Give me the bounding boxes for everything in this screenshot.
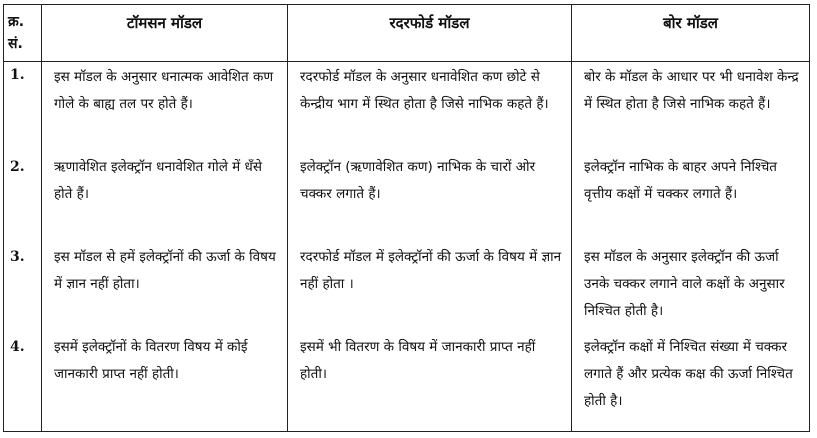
thomson-cell: इस मॉडल से हमें इलेक्ट्रॉनों की ऊर्जा के विषय में ज्ञान नहीं होता। bbox=[42, 244, 288, 334]
bohr-cell: इलेक्ट्रॉन नाभिक के बाहर अपने निश्चित वृत्तीय कक्षों में चक्कर लगाते हैं। bbox=[572, 154, 810, 244]
header-thomson-model: टॉमसन मॉडल bbox=[42, 5, 288, 62]
rutherford-cell: रदरफोर्ड मॉडल में इलेक्ट्रॉनों की ऊर्जा के विषय में ज्ञान नहीं होता । bbox=[288, 244, 572, 334]
header-bohr-model: बोर मॉडल bbox=[572, 5, 810, 62]
bohr-cell: इस मॉडल के अनुसार इलेक्ट्रॉन की ऊर्जा उनके चक्कर लगाने वाले कक्षों के अनुसार निश्चित होती है। bbox=[572, 244, 810, 334]
row-number: 3. bbox=[4, 244, 42, 334]
bohr-cell: बोर के मॉडल के आधार पर भी धनावेश केन्द्र में स्थित होता है जिसे नाभिक कहते हैं। bbox=[572, 62, 810, 155]
thomson-cell: इस मॉडल के अनुसार धनात्मक आवेशित कण गोले के बाह्य तल पर होते हैं। bbox=[42, 62, 288, 155]
table-row bbox=[4, 244, 810, 334]
row-number: 2. bbox=[4, 154, 42, 244]
rutherford-cell: इसमें भी वितरण के विषय में जानकारी प्राप्त नहीं होती। bbox=[288, 334, 572, 432]
thomson-cell: ऋणावेशित इलेक्ट्रॉन धनावेशित गोले में धँसे होते हैं। bbox=[42, 154, 288, 244]
header-row bbox=[4, 5, 810, 62]
bohr-cell: इलेक्ट्रॉन कक्षों में निश्चित संख्या में चक्कर लगाते हैं और प्रत्येक कक्ष की ऊर्जा निश्चित होती है। bbox=[572, 334, 810, 432]
row-number: 4. bbox=[4, 334, 42, 432]
comparison-table bbox=[3, 4, 810, 432]
header-rutherford-model: रदरफोर्ड मॉडल bbox=[288, 5, 572, 62]
header-number: क्र. सं. bbox=[4, 5, 42, 62]
thomson-cell: इसमें इलेक्ट्रॉनों के वितरण विषय में कोई जानकारी प्राप्त नहीं होती। bbox=[42, 334, 288, 432]
rutherford-cell: इलेक्ट्रॉन (ऋणावेशित कण) नाभिक के चारों ओर चक्कर लगाते हैं। bbox=[288, 154, 572, 244]
table-row bbox=[4, 62, 810, 155]
table-row bbox=[4, 154, 810, 244]
row-number: 1. bbox=[4, 62, 42, 155]
rutherford-cell: रदरफोर्ड मॉडल के अनुसार धनावेशित कण छोटे से केन्द्रीय भाग में स्थित होता है जिसे नाभिक कहते हैं। bbox=[288, 62, 572, 155]
table-row bbox=[4, 334, 810, 432]
